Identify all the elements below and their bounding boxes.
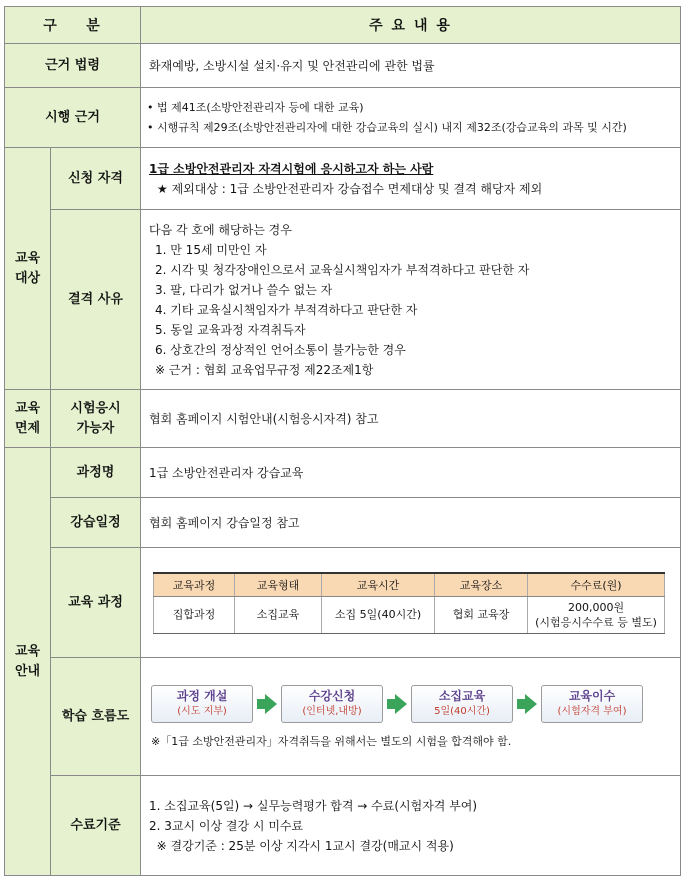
exempt-text: 협회 홈페이지 시험안내(시험응시자격) 참고 xyxy=(141,390,681,448)
list-item: 6. 상호간의 정상적인 언어소통이 불가능한 경우 xyxy=(155,342,406,357)
fee-header-cell: 교육장소 xyxy=(435,573,528,597)
qualification-main: 1급 소방안전관리자 자격시험에 응시하고자 하는 사람 xyxy=(149,161,434,176)
header-content: 주 요 내 용 xyxy=(141,7,681,44)
table-row xyxy=(154,596,665,633)
fee-cell: 협회 교육장 xyxy=(435,596,528,633)
fee-cell: 소집 5일(40시간) xyxy=(322,596,435,633)
row-course xyxy=(5,448,681,498)
flow-step-sub: (인터넷,내방) xyxy=(302,705,362,717)
fee-cell: 200,000원 (시험응시수수료 등 별도) xyxy=(528,596,665,633)
row-completion xyxy=(5,776,681,876)
basis-content xyxy=(141,88,681,148)
disqualification-content xyxy=(141,210,681,390)
flow-step-sub: (시험자격 부여) xyxy=(557,705,627,717)
fee-table-header xyxy=(154,573,665,597)
header-category: 구 분 xyxy=(5,7,141,44)
arrow-right-icon xyxy=(257,694,277,714)
list-item: 2. 시각 및 청각장애인으로서 교육실시책임자가 부적격하다고 판단한 자 xyxy=(155,262,530,277)
list-item: 1. 소집교육(5일) → 실무능력평가 합격 → 수료(시험자격 부여) xyxy=(149,798,478,813)
list-item: 4. 기타 교육실시책임자가 부적격하다고 판단한 자 xyxy=(155,302,418,317)
basis-label: 시행 근거 xyxy=(5,88,141,148)
flow-label: 학습 흐름도 xyxy=(51,658,141,776)
list-item: • 법 제41조(소방안전관리자 등에 대한 교육) xyxy=(147,98,680,118)
completion-label: 수료기준 xyxy=(51,776,141,876)
list-item: 3. 팔, 다리가 없거나 쓸수 없는 자 xyxy=(155,282,333,297)
disqualification-note: ※ 근거 : 협회 교육업무규정 제22조제1항 xyxy=(155,362,374,377)
law-label: 근거 법령 xyxy=(5,44,141,88)
target-group-label: 교육 대상 xyxy=(5,148,51,390)
process-label: 교육 과정 xyxy=(51,548,141,658)
row-disqualification xyxy=(5,210,681,390)
fee-cell: 집합과정 xyxy=(154,596,235,633)
education-info-table xyxy=(4,6,681,876)
document-page xyxy=(4,6,680,884)
flow-step-title: 수강신청 xyxy=(308,688,356,703)
flow-step-sub: (시도 지부) xyxy=(177,705,227,717)
guide-group-label: 교육 안내 xyxy=(5,448,51,876)
row-qualification xyxy=(5,148,681,210)
list-item: 1. 만 15세 미만인 자 xyxy=(155,242,267,257)
flow-step-apply xyxy=(281,685,383,723)
qualification-content xyxy=(141,148,681,210)
flow-step-open xyxy=(151,685,253,723)
schedule-text: 협회 홈페이지 강습일정 참고 xyxy=(141,498,681,548)
fee-header-cell: 교육형태 xyxy=(235,573,322,597)
disqualification-label: 결격 사유 xyxy=(51,210,141,390)
flow-step-title: 과정 개설 xyxy=(176,688,228,703)
row-flow xyxy=(5,658,681,776)
flow-step-training xyxy=(411,685,513,723)
course-label: 과정명 xyxy=(51,448,141,498)
schedule-label: 강습일정 xyxy=(51,498,141,548)
fee-header-cell: 수수료(원) xyxy=(528,573,665,597)
list-item: 5. 동일 교육과정 자격취득자 xyxy=(155,322,306,337)
flow-step-title: 소집교육 xyxy=(438,688,486,703)
row-schedule xyxy=(5,498,681,548)
fee-cell: 소집교육 xyxy=(235,596,322,633)
list-item: • 시행규칙 제29조(소방안전관리자에 대한 강습교육의 실시) 내지 제32조(강습교육의 과목 및 시간) xyxy=(147,118,680,138)
flow-step-complete xyxy=(541,685,643,723)
flow-content xyxy=(141,658,681,776)
disqualification-intro: 다음 각 호에 해당하는 경우 xyxy=(149,222,292,237)
flow-step-sub: 5일(40시간) xyxy=(434,705,490,717)
flow-note: ※「1급 소방안전관리자」자격취득을 위해서는 별도의 시험을 합격해야 함. xyxy=(151,734,512,748)
disqualification-list xyxy=(149,240,680,380)
flow-step-title: 교육이수 xyxy=(568,688,616,703)
row-basis xyxy=(5,88,681,148)
fee-table xyxy=(153,572,665,634)
table-header-row xyxy=(5,7,681,44)
row-exempt xyxy=(5,390,681,448)
qualification-note: ★ 제외대상 : 1급 소방안전관리자 강습접수 면제대상 및 결격 해당자 제외 xyxy=(157,181,543,196)
exempt-label: 시험응시 가능자 xyxy=(51,390,141,448)
exempt-group-label: 교육 면제 xyxy=(5,390,51,448)
completion-content xyxy=(141,776,681,876)
course-text: 1급 소방안전관리자 강습교육 xyxy=(141,448,681,498)
list-item: ※ 결강기준 : 25분 이상 지각시 1교시 결강(매교시 적용) xyxy=(149,838,454,853)
row-process xyxy=(5,548,681,658)
process-content xyxy=(141,548,681,658)
basis-list xyxy=(141,98,680,138)
fee-header-cell: 교육과정 xyxy=(154,573,235,597)
qualification-label: 신청 자격 xyxy=(51,148,141,210)
arrow-right-icon xyxy=(517,694,537,714)
law-text: 화재예방, 소방시설 설치·유지 및 안전관리에 관한 법률 xyxy=(141,44,681,88)
arrow-right-icon xyxy=(387,694,407,714)
row-law xyxy=(5,44,681,88)
learning-flow xyxy=(151,685,680,723)
fee-header-cell: 교육시간 xyxy=(322,573,435,597)
list-item: 2. 3교시 이상 결강 시 미수료 xyxy=(149,818,304,833)
